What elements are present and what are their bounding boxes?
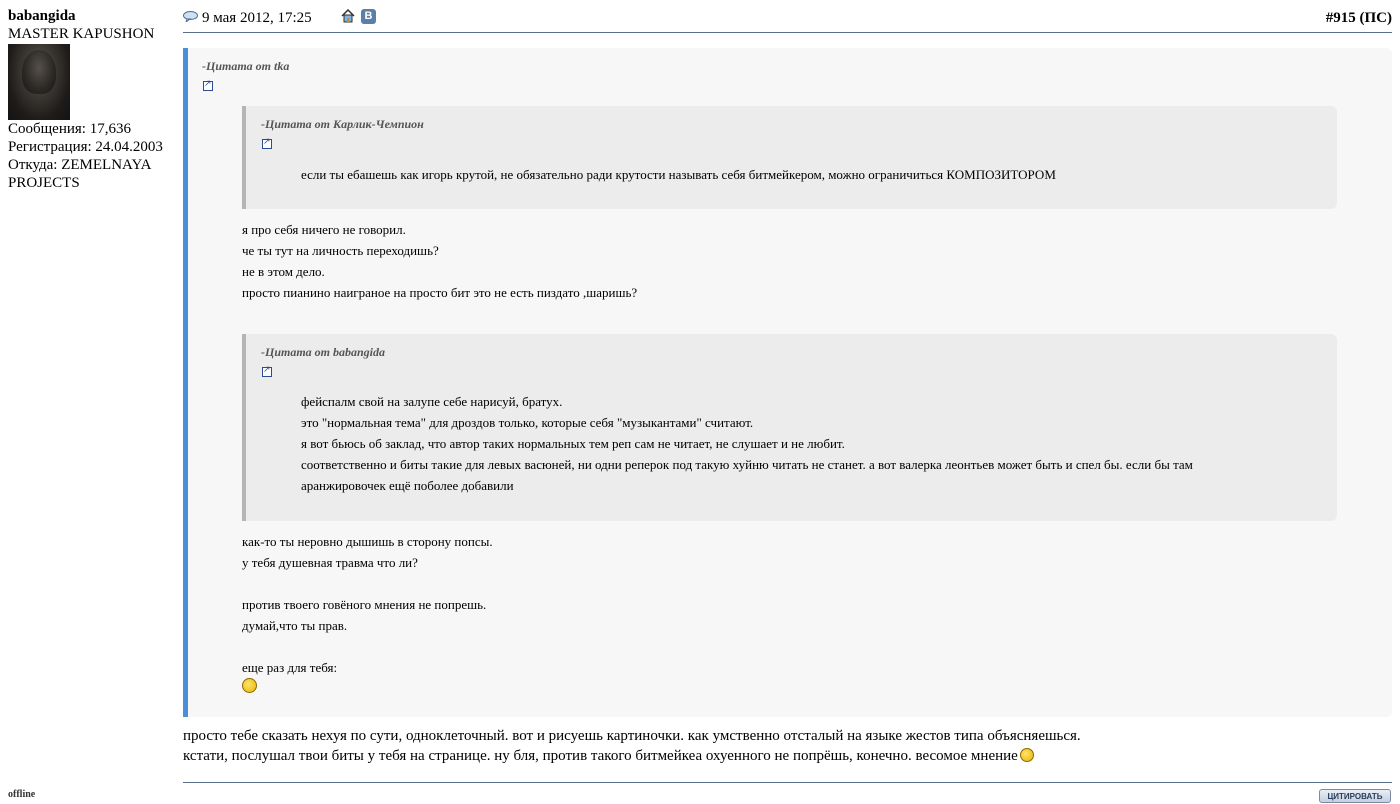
- user-panel: [8, 7, 178, 192]
- quote-text: я про себя ничего не говорил. че ты тут на личность переходишь? не в этом дело. просто пианино наиграное на просто бит это не есть пиздато ,шаришь?: [242, 222, 638, 300]
- quote-text: фейспалм свой на залупе себе нарисуй, братух. это "нормальная тема" для дроздов только, которые себя "музыкантами" считают. я вот бьюсь об заклад, что автор таких нормальных тем реп сам не читает, не слушает и не любит. соответственно и биты такие для левых васюней, ни одни реперок под такую хуйню читать не станет. а вот валерка леонтьев может быть и спел бы. если бы там аранжировочек ещё поболее добавили: [301, 394, 1193, 493]
- message-line: просто тебе сказать нехуя по сути, одноклеточный. вот и рисуешь картиночки. как умственно отсталый на языке жестов типа объясняешься.: [183, 728, 1081, 744]
- message-icon: [183, 11, 198, 22]
- username[interactable]: babangida: [8, 8, 76, 24]
- cite-button[interactable]: ЦИТИРОВАТЬ: [1319, 789, 1391, 803]
- quote-inner-2: [242, 334, 1337, 521]
- post-divider: [183, 782, 1392, 783]
- quote-header: -Цитата от tka: [202, 59, 290, 73]
- user-posts: Сообщения: 17,636: [8, 121, 131, 137]
- pm-link[interactable]: (ПС): [1359, 10, 1392, 26]
- quote-header: -Цитата от Карлик-Чемпион: [261, 117, 424, 131]
- vk-icon[interactable]: В: [361, 9, 376, 24]
- avatar: [8, 44, 70, 120]
- message-line: кстати, послушал твои биты у тебя на странице. ну бля, против такого битмейкеа охуенного не попрёшь, конечно. весомое мнение: [183, 748, 1018, 764]
- quote-text: как-то ты неровно дышишь в сторону попсы. у тебя душевная травма что ли? против твоего говёного мнения не попрешь. думай,что ты прав. еще раз для тебя:: [242, 534, 493, 675]
- user-from: Откуда: ZEMELNAYA PROJECTS: [8, 157, 151, 191]
- quote-link-icon[interactable]: [262, 367, 272, 377]
- post-date: 9 мая 2012, 17:25: [202, 10, 312, 26]
- user-rank: MASTER KAPUSHON: [8, 26, 155, 42]
- post-number[interactable]: [1326, 10, 1392, 27]
- post-number-value[interactable]: #915: [1325, 10, 1356, 26]
- quote-outer: [183, 48, 1392, 717]
- quote-header: -Цитата от babangida: [261, 345, 386, 359]
- smiley-icon: [242, 678, 257, 693]
- quote-text: если ты ебашешь как игорь крутой, не обязательно ради крутости называть себя битмейкером, можно ограничиться КОМПОЗИТОРОМ: [301, 167, 1056, 182]
- quote-inner-1: [242, 106, 1337, 209]
- thumbs-up-smiley-icon: [1018, 747, 1034, 762]
- post-header: [183, 8, 1392, 33]
- home-icon[interactable]: [341, 9, 355, 23]
- user-registered: Регистрация: 24.04.2003: [8, 139, 163, 155]
- status-offline: offline: [8, 789, 36, 800]
- post-message: [183, 726, 1081, 766]
- quote-link-icon[interactable]: [262, 139, 272, 149]
- quote-link-icon[interactable]: [203, 81, 213, 91]
- message-line-2: [183, 746, 1081, 766]
